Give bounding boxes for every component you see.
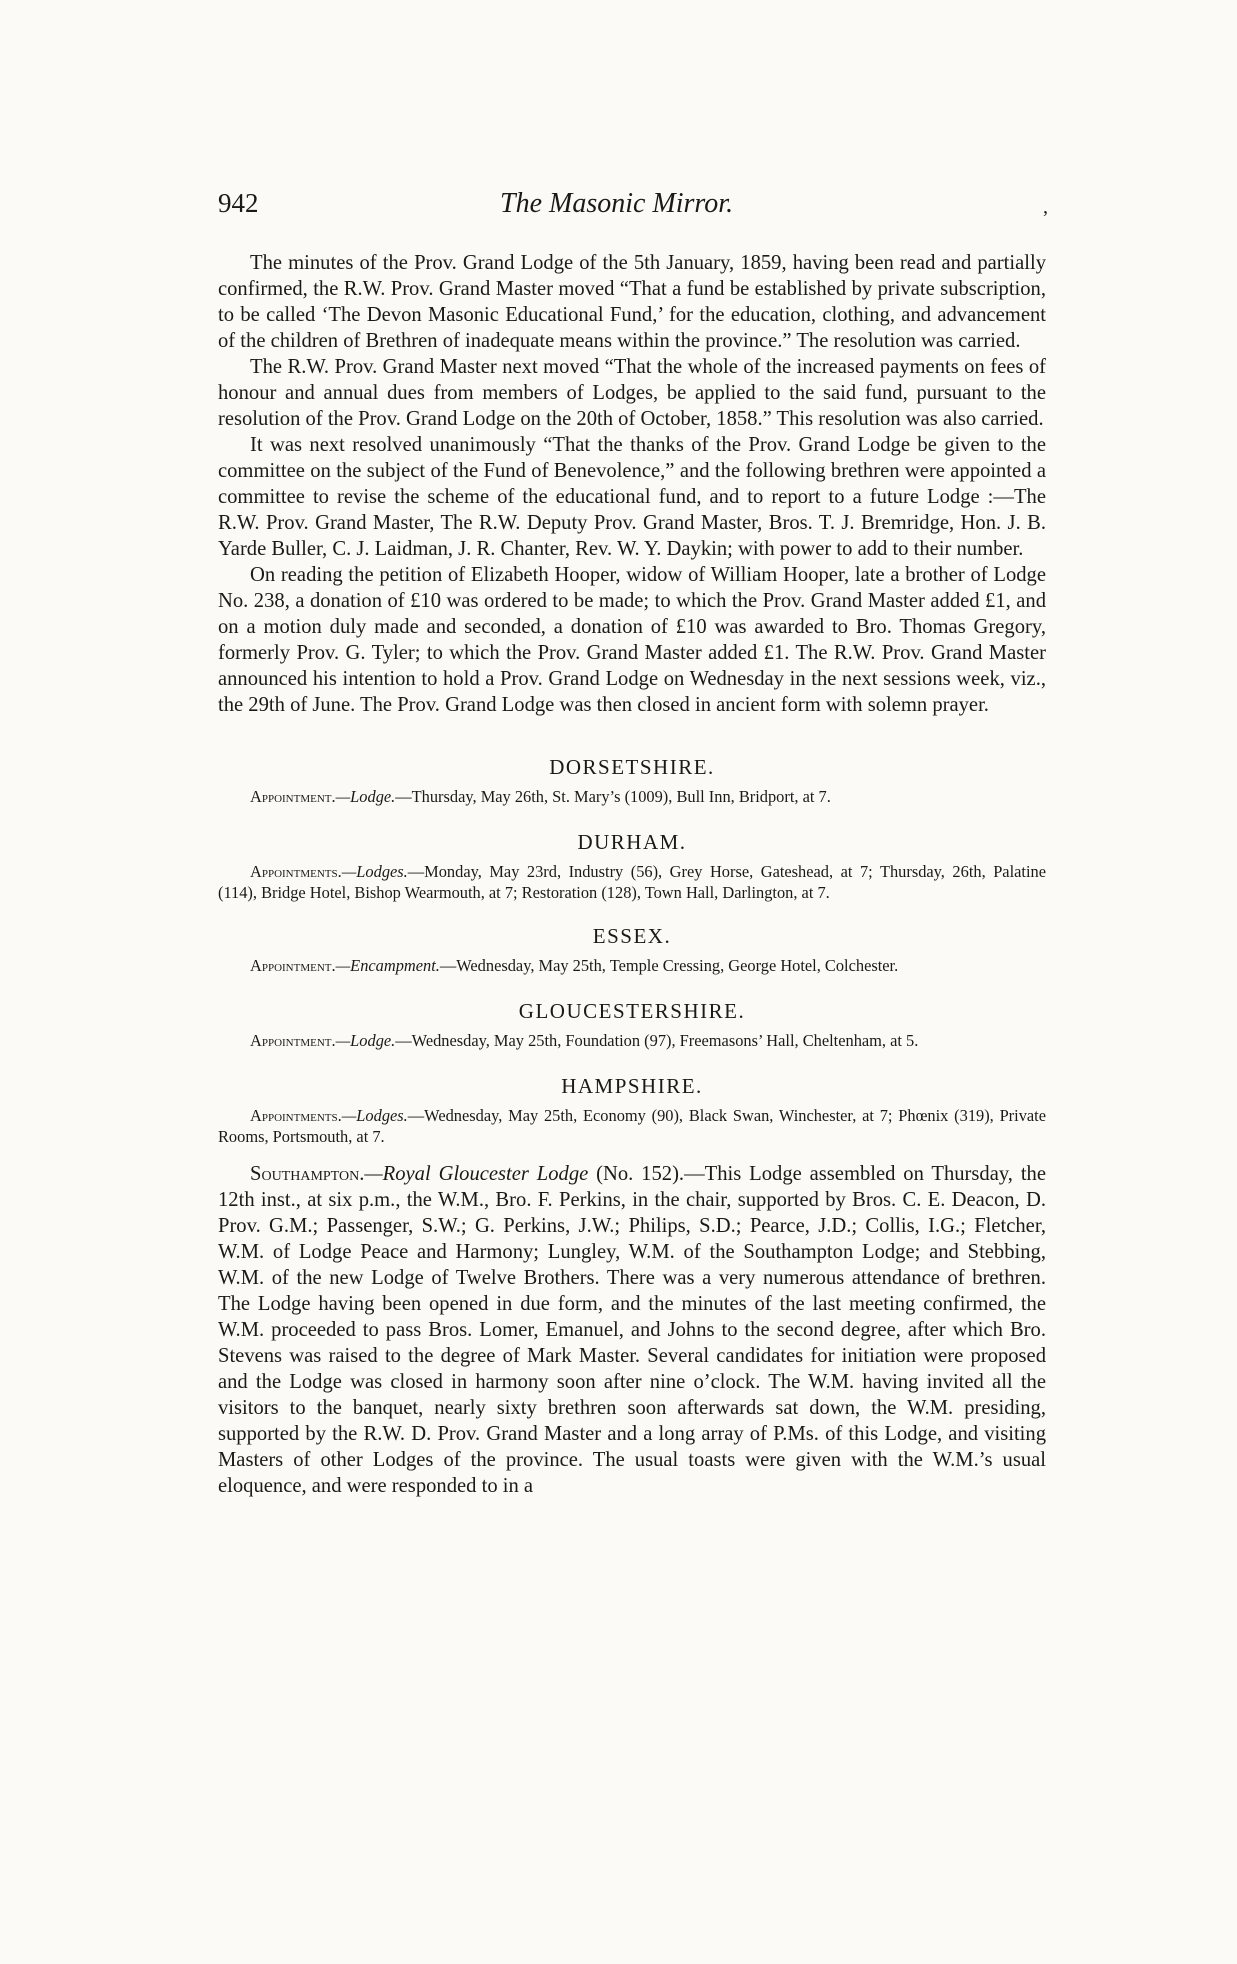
southampton-report [218,1161,1046,1499]
section-heading-essex: ESSEX. [592,924,672,948]
running-header [218,188,1048,228]
appointment-kind: —Lodge. [335,1031,396,1050]
report-lodge: —Royal Gloucester Lodge [364,1163,589,1185]
article-body [218,250,1046,1499]
dorset-appointment [218,786,1046,807]
gloucester-appointment [218,1030,1046,1051]
report-text: (No. 152).—This Lodge assembled on Thursday, the 12th inst., at six p.m., the W.M., Bro. F. Perkins, in the chair, supported by Bros. C. E. Deacon, D. Prov. G.M.; Passenger, S.W.; G. Perkins, J.W.; Philips, S.D.; Pearce, J.D.; Collis, I.G.; Fletcher, W.M. of Lodge Peace and Harmony; Lungley, W.M. of the Southampton Lodge; and Stebbing, W.M. of the new Lodge of Twelve Brothers. There was a very numerous attendance of brethren. The Lodge having been opened in due form, and the minutes of the last meeting confirmed, the W.M. proceeded to pass Bros. Lomer, Emanuel, and Johns to the second degree, after which Bro. Stevens was raised to the degree of Mark Master. Several candidates for initiation were proposed and the Lodge was closed in harmony soon after nine o’clock. The W.M. having invited all the visitors to the banquet, nearly sixty brethren soon afterwards sat down, the W.M. presiding, supported by the R.W. D. Prov. Grand Master and a long array of P.Ms. of this Lodge, and visiting Masters of other Lodges of the province. The usual toasts were given with the W.M.’s usual eloquence, and were responded to in a [218,1163,1046,1497]
appointment-label: Appointment. [250,787,336,806]
page-number: 942 [218,188,259,218]
appointment-kind: —Lodge. [335,787,396,806]
appointment-text: —Wednesday, May 25th, Foundation (97), Freemasons’ Hall, Cheltenham, at 5. [395,1031,919,1050]
devon-paragraph-2: The R.W. Prov. Grand Master next moved “That the whole of the increased payments on fees of honour and annual dues from members of Lodges, be applied to the said fund, pursuant to the resolution of the Prov. Grand Lodge on the 20th of October, 1858.” This resolution was also carried. [218,356,1046,430]
section-heading-durham: DURHAM. [577,830,687,854]
durham-appointment [218,861,1046,903]
devon-paragraph-4: On reading the petition of Elizabeth Hooper, widow of William Hooper, late a brother of Lodge No. 238, a donation of £10 was ordered to be made; to which the Prov. Grand Master added £1, and on a motion duly made and seconded, a donation of £10 was awarded to Bro. Thomas Gregory, formerly Prov. G. Tyler; to which the Prov. Grand Master added £1. The R.W. Prov. Grand Master announced his intention to hold a Prov. Grand Lodge on Wednesday in the next sessions week, viz., the 29th of June. The Prov. Grand Lodge was then closed in ancient form with solemn prayer. [218,564,1046,716]
section-heading-hampshire: HAMPSHIRE. [561,1074,703,1098]
hampshire-appointment [218,1105,1046,1147]
devon-paragraph-3: It was next resolved unanimously “That the thanks of the Prov. Grand Lodge be given to the committee on the subject of the Fund of Benevolence,” and the following brethren were appointed a committee to revise the scheme of the educational fund, and to report to a future Lodge :—The R.W. Prov. Grand Master, The R.W. Deputy Prov. Grand Master, Bros. T. J. Bremridge, Hon. J. B. Yarde Buller, C. J. Laidman, J. R. Chanter, Rev. W. Y. Daykin; with power to add to their number. [218,434,1046,560]
appointment-text: —Thursday, May 26th, St. Mary’s (1009), Bull Inn, Bridport, at 7. [395,787,831,806]
header-mark: , [1043,196,1048,218]
appointment-kind: —Encampment. [335,956,440,975]
section-heading-gloucestershire: GLOUCESTERSHIRE. [518,999,746,1023]
devon-paragraph-1: The minutes of the Prov. Grand Lodge of the 5th January, 1859, having been read and partially confirmed, the R.W. Prov. Grand Master moved “That a fund be established by private subscription, to be called ‘The Devon Masonic Educational Fund,’ for the education, clothing, and advancement of the children of Brethren of inadequate means within the province.” The resolution was carried. [218,252,1046,352]
appointment-label: Appointments. [250,862,342,881]
essex-appointment [218,955,1046,976]
report-place: Southampton. [250,1163,365,1185]
appointment-text: —Wednesday, May 25th, Economy (90), Black Swan, Winchester, at 7; Phœnix (319), Private Rooms, Portsmouth, at 7. [218,1106,1046,1146]
appointment-kind: —Lodges. [341,862,408,881]
appointment-label: Appointments. [250,1106,342,1125]
appointment-text: —Wednesday, May 25th, Temple Cressing, George Hotel, Colchester. [439,956,899,975]
appointment-label: Appointment. [250,1031,336,1050]
section-heading-dorsetshire: DORSETSHIRE. [549,755,715,779]
running-title: The Masonic Mirror. [500,188,734,219]
appointment-text: —Monday, May 23rd, Industry (56), Grey Horse, Gateshead, at 7; Thursday, 26th, Palatine (114), Bridge Hotel, Bishop Wearmouth, at 7; Restoration (128), Town Hall, Darlington, at 7. [218,862,1046,902]
appointment-label: Appointment. [250,956,336,975]
appointment-kind: —Lodges. [341,1106,408,1125]
